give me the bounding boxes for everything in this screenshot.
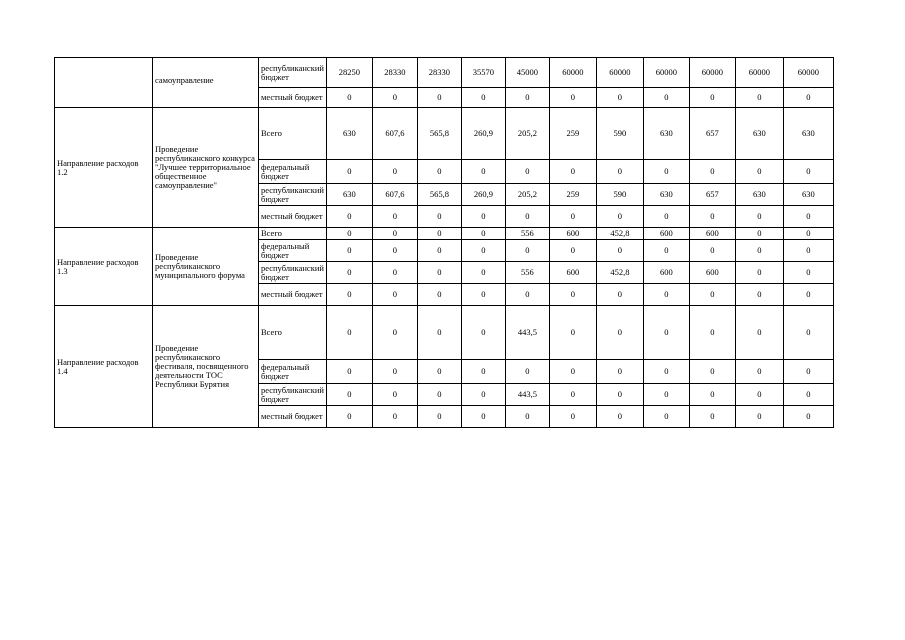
- activity-text: самоуправление: [155, 74, 214, 85]
- amount-cell: 0: [735, 88, 783, 108]
- funding-source-cell: местный бюджет: [259, 88, 327, 108]
- budget-table: [54, 57, 834, 428]
- activity-cell: [153, 306, 259, 428]
- amount-cell: 260,9: [461, 108, 505, 160]
- amount-cell: 600: [689, 228, 735, 240]
- amount-cell: 0: [417, 160, 461, 184]
- amount-cell: 0: [372, 160, 417, 184]
- amount-cell: 35570: [461, 58, 505, 88]
- amount-cell: 630: [735, 184, 783, 206]
- amount-cell: 0: [643, 284, 689, 306]
- amount-cell: 0: [372, 406, 417, 428]
- amount-cell: 0: [505, 284, 549, 306]
- amount-cell: 0: [417, 406, 461, 428]
- amount-cell: 0: [549, 206, 596, 228]
- amount-cell: 0: [735, 306, 783, 360]
- amount-cell: 0: [326, 406, 372, 428]
- amount-cell: 0: [783, 160, 833, 184]
- amount-cell: 0: [735, 240, 783, 262]
- amount-cell: 565,8: [417, 108, 461, 160]
- funding-source-cell: местный бюджет: [259, 206, 327, 228]
- funding-source-cell: Всего: [259, 228, 327, 240]
- amount-cell: 0: [783, 206, 833, 228]
- amount-cell: 0: [326, 228, 372, 240]
- amount-cell: 0: [417, 284, 461, 306]
- amount-cell: 0: [689, 384, 735, 406]
- activity-text: Проведение республиканского фестиваля, посвященного деятельности ТОС Республики Бурятия: [155, 343, 249, 389]
- amount-cell: 259: [549, 184, 596, 206]
- funding-source-cell: местный бюджет: [259, 284, 327, 306]
- amount-cell: 600: [689, 262, 735, 284]
- amount-cell: 0: [783, 262, 833, 284]
- amount-cell: 630: [326, 108, 372, 160]
- amount-cell: 0: [505, 88, 549, 108]
- amount-cell: 600: [643, 228, 689, 240]
- funding-source-cell: федеральный бюджет: [259, 360, 327, 384]
- amount-cell: 0: [643, 160, 689, 184]
- amount-cell: 0: [596, 384, 643, 406]
- expense-direction-cell: [55, 58, 153, 108]
- amount-cell: 0: [689, 406, 735, 428]
- amount-cell: 0: [783, 284, 833, 306]
- amount-cell: 607,6: [372, 108, 417, 160]
- amount-cell: 0: [461, 284, 505, 306]
- amount-cell: 0: [417, 240, 461, 262]
- amount-cell: 0: [643, 406, 689, 428]
- amount-cell: 0: [461, 384, 505, 406]
- amount-cell: 0: [461, 360, 505, 384]
- expense-direction-cell: Направление расходов 1.2: [55, 108, 153, 228]
- amount-cell: 60000: [783, 58, 833, 88]
- amount-cell: 0: [505, 406, 549, 428]
- amount-cell: 0: [549, 360, 596, 384]
- amount-cell: 452,8: [596, 228, 643, 240]
- amount-cell: 0: [372, 88, 417, 108]
- amount-cell: 0: [461, 206, 505, 228]
- table-row: [55, 58, 834, 88]
- amount-cell: 0: [326, 88, 372, 108]
- amount-cell: 565,8: [417, 184, 461, 206]
- amount-cell: 630: [783, 108, 833, 160]
- amount-cell: 0: [549, 306, 596, 360]
- amount-cell: 0: [735, 160, 783, 184]
- amount-cell: 0: [689, 284, 735, 306]
- amount-cell: 0: [643, 360, 689, 384]
- amount-cell: 0: [596, 206, 643, 228]
- amount-cell: 0: [596, 284, 643, 306]
- amount-cell: 0: [326, 262, 372, 284]
- amount-cell: 0: [689, 240, 735, 262]
- amount-cell: 60000: [549, 58, 596, 88]
- amount-cell: 0: [505, 160, 549, 184]
- amount-cell: 0: [326, 206, 372, 228]
- amount-cell: 0: [417, 206, 461, 228]
- expense-direction-cell: Направление расходов 1.3: [55, 228, 153, 306]
- amount-cell: 0: [643, 206, 689, 228]
- amount-cell: 0: [643, 240, 689, 262]
- funding-source-cell: Всего: [259, 306, 327, 360]
- table-row: [55, 108, 834, 160]
- amount-cell: 0: [783, 360, 833, 384]
- amount-cell: 657: [689, 108, 735, 160]
- amount-cell: 0: [596, 406, 643, 428]
- amount-cell: 0: [735, 406, 783, 428]
- activity-cell: [153, 108, 259, 228]
- amount-cell: 0: [735, 384, 783, 406]
- amount-cell: 205,2: [505, 184, 549, 206]
- amount-cell: 0: [326, 160, 372, 184]
- amount-cell: 0: [326, 240, 372, 262]
- amount-cell: 443,5: [505, 306, 549, 360]
- amount-cell: 0: [643, 384, 689, 406]
- amount-cell: 0: [643, 88, 689, 108]
- funding-source-cell: местный бюджет: [259, 406, 327, 428]
- amount-cell: 0: [372, 262, 417, 284]
- amount-cell: 0: [461, 228, 505, 240]
- amount-cell: 260,9: [461, 184, 505, 206]
- amount-cell: 0: [689, 360, 735, 384]
- amount-cell: 60000: [643, 58, 689, 88]
- amount-cell: 60000: [735, 58, 783, 88]
- amount-cell: 0: [783, 228, 833, 240]
- amount-cell: 0: [372, 384, 417, 406]
- amount-cell: 0: [549, 384, 596, 406]
- amount-cell: 0: [461, 406, 505, 428]
- amount-cell: 0: [461, 240, 505, 262]
- funding-source-cell: федеральный бюджет: [259, 160, 327, 184]
- amount-cell: 0: [735, 262, 783, 284]
- amount-cell: 0: [783, 406, 833, 428]
- amount-cell: 607,6: [372, 184, 417, 206]
- amount-cell: 205,2: [505, 108, 549, 160]
- amount-cell: 0: [596, 160, 643, 184]
- amount-cell: 0: [461, 306, 505, 360]
- amount-cell: 60000: [596, 58, 643, 88]
- amount-cell: 0: [326, 360, 372, 384]
- amount-cell: 0: [596, 360, 643, 384]
- funding-source-cell: республиканский бюджет: [259, 384, 327, 406]
- amount-cell: 0: [417, 360, 461, 384]
- amount-cell: 630: [326, 184, 372, 206]
- amount-cell: 657: [689, 184, 735, 206]
- funding-source-cell: Всего: [259, 108, 327, 160]
- funding-source-cell: федеральный бюджет: [259, 240, 327, 262]
- amount-cell: 0: [735, 228, 783, 240]
- amount-cell: 259: [549, 108, 596, 160]
- amount-cell: 0: [417, 88, 461, 108]
- amount-cell: 443,5: [505, 384, 549, 406]
- table-row: [55, 228, 834, 240]
- funding-source-cell: республиканский бюджет: [259, 262, 327, 284]
- activity-text: Проведение республиканского муниципального форума: [155, 252, 245, 280]
- table-body: [55, 58, 834, 428]
- amount-cell: 0: [689, 206, 735, 228]
- amount-cell: 0: [372, 360, 417, 384]
- expense-direction-cell: Направление расходов 1.4: [55, 306, 153, 428]
- amount-cell: 0: [596, 88, 643, 108]
- amount-cell: 28250: [326, 58, 372, 88]
- amount-cell: 0: [461, 160, 505, 184]
- amount-cell: 556: [505, 262, 549, 284]
- amount-cell: 590: [596, 184, 643, 206]
- amount-cell: 0: [549, 240, 596, 262]
- amount-cell: 0: [505, 360, 549, 384]
- amount-cell: 0: [689, 306, 735, 360]
- amount-cell: 0: [735, 360, 783, 384]
- amount-cell: 630: [783, 184, 833, 206]
- amount-cell: 0: [417, 228, 461, 240]
- amount-cell: 0: [735, 206, 783, 228]
- amount-cell: 60000: [689, 58, 735, 88]
- amount-cell: 28330: [417, 58, 461, 88]
- amount-cell: 0: [549, 284, 596, 306]
- amount-cell: 45000: [505, 58, 549, 88]
- funding-source-cell: республиканский бюджет: [259, 184, 327, 206]
- amount-cell: 556: [505, 228, 549, 240]
- amount-cell: 0: [596, 306, 643, 360]
- table-row: [55, 306, 834, 360]
- amount-cell: 0: [372, 228, 417, 240]
- amount-cell: 600: [549, 228, 596, 240]
- amount-cell: 0: [417, 384, 461, 406]
- amount-cell: 452,8: [596, 262, 643, 284]
- amount-cell: 0: [505, 206, 549, 228]
- amount-cell: 0: [326, 384, 372, 406]
- amount-cell: 600: [549, 262, 596, 284]
- activity-cell: [153, 228, 259, 306]
- activity-cell: [153, 58, 259, 108]
- amount-cell: 0: [643, 306, 689, 360]
- amount-cell: 0: [417, 262, 461, 284]
- amount-cell: 0: [505, 240, 549, 262]
- amount-cell: 0: [549, 160, 596, 184]
- amount-cell: 0: [461, 88, 505, 108]
- amount-cell: 0: [372, 284, 417, 306]
- amount-cell: 630: [643, 184, 689, 206]
- amount-cell: 0: [372, 206, 417, 228]
- amount-cell: 600: [643, 262, 689, 284]
- activity-text: Проведение республиканского конкурса "Лучшее территориальное общественное самоуправление": [155, 144, 255, 190]
- amount-cell: 0: [783, 240, 833, 262]
- amount-cell: 0: [596, 240, 643, 262]
- funding-source-cell: республиканский бюджет: [259, 58, 327, 88]
- amount-cell: 0: [549, 406, 596, 428]
- amount-cell: 0: [326, 284, 372, 306]
- amount-cell: 0: [549, 88, 596, 108]
- amount-cell: 0: [783, 306, 833, 360]
- amount-cell: 0: [783, 384, 833, 406]
- amount-cell: 0: [372, 240, 417, 262]
- amount-cell: 0: [689, 160, 735, 184]
- amount-cell: 0: [689, 88, 735, 108]
- amount-cell: 0: [372, 306, 417, 360]
- amount-cell: 28330: [372, 58, 417, 88]
- amount-cell: 0: [326, 306, 372, 360]
- amount-cell: 630: [643, 108, 689, 160]
- amount-cell: 630: [735, 108, 783, 160]
- amount-cell: 0: [461, 262, 505, 284]
- amount-cell: 0: [417, 306, 461, 360]
- amount-cell: 590: [596, 108, 643, 160]
- amount-cell: 0: [735, 284, 783, 306]
- amount-cell: 0: [783, 88, 833, 108]
